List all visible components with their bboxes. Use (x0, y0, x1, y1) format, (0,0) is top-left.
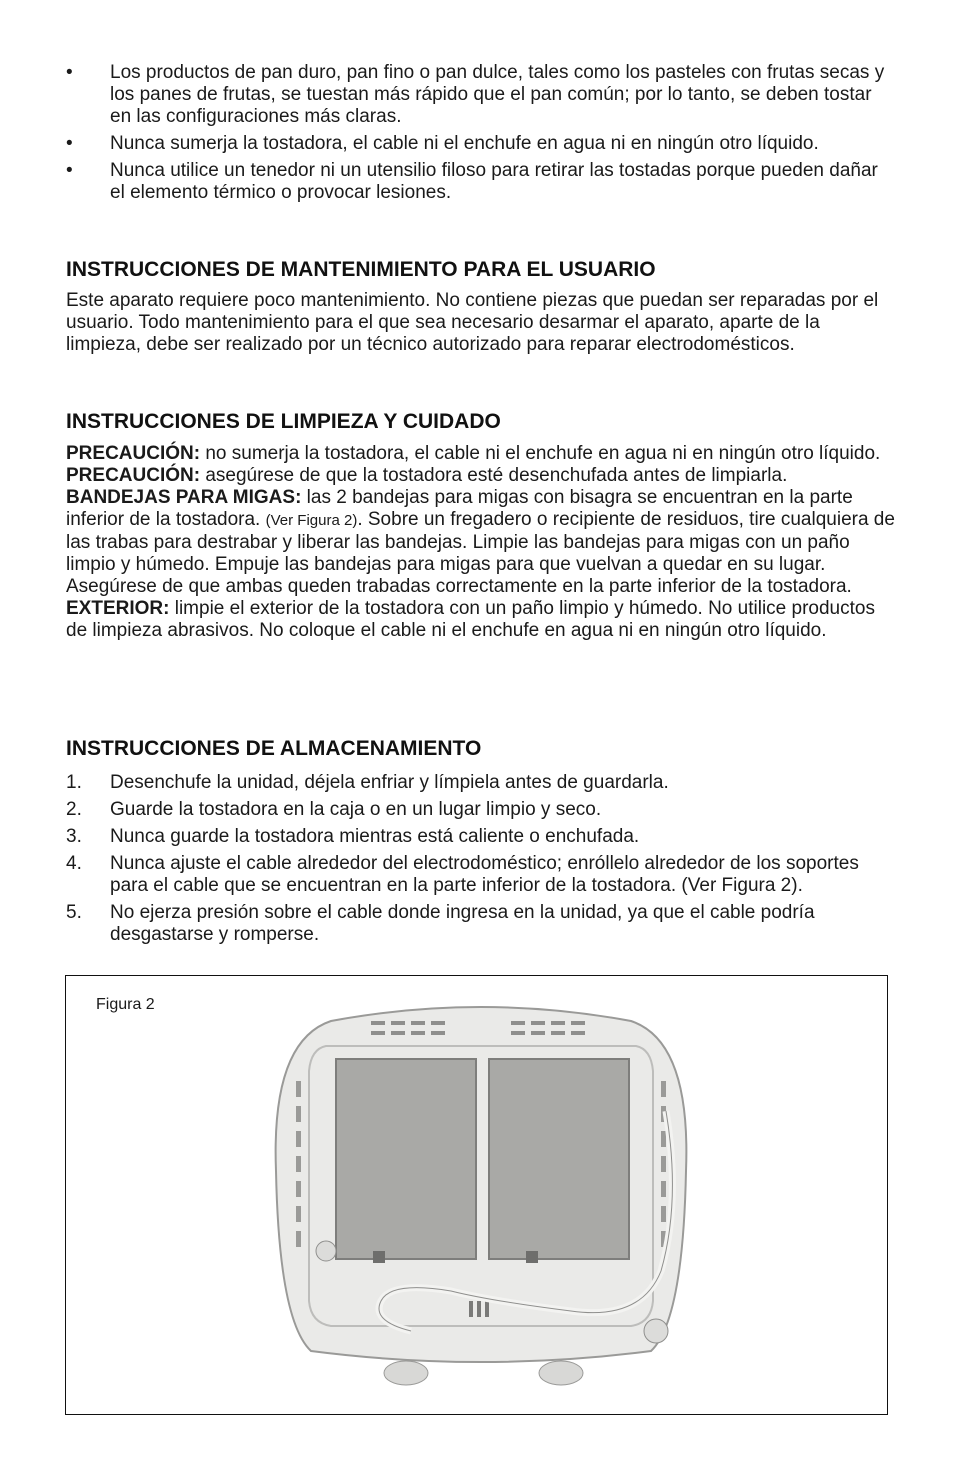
caution-label: PRECAUCIÓN: (66, 443, 201, 464)
bullet-item (66, 62, 896, 128)
toaster-foot (384, 1361, 428, 1385)
tips-bullet-list (66, 62, 896, 209)
tray-latch (526, 1251, 538, 1263)
cord-wrap-post (644, 1319, 668, 1343)
bullet-text: Los productos de pan duro, pan fino o pan dulce, tales como los pasteles con frutas secas y los panes de frutas, se tuestan más rápido que el pan común; por lo tanto, se deben tostar en las configuraciones más claras. (110, 62, 885, 127)
item-text: Nunca ajuste el cable alrededor del electrodoméstico; enróllelo alrededor de los soportes para el cable que se encuentran en la parte inferior de la tostadora. (Ver Figura 2). (110, 853, 859, 896)
cleaning-heading: INSTRUCCIONES DE LIMPIEZA Y CUIDADO (66, 410, 501, 433)
item-number: 2. (66, 799, 82, 820)
crumb-tray-right (489, 1059, 629, 1259)
bullet-text: Nunca sumerja la tostadora, el cable ni el enchufe en agua ni en ningún otro líquido. (110, 133, 819, 154)
maintenance-body: Este aparato requiere poco mantenimiento. No contiene piezas que puedan ser reparadas por el usuario. Todo mantenimiento para el que sea necesario desarmar el aparato, aparte de la limpieza, debe ser realizado por un técnico autorizado para reparar electrodomésticos. (66, 290, 879, 355)
list-item (66, 853, 896, 897)
bullet-mark: • (66, 133, 73, 154)
maintenance-heading: INSTRUCCIONES DE MANTENIMIENTO PARA EL USUARIO (66, 258, 656, 281)
toaster-foot (539, 1361, 583, 1385)
crumb-trays-label: BANDEJAS PARA MIGAS: (66, 487, 302, 508)
list-item (66, 826, 896, 848)
bottom-vents (469, 1301, 489, 1317)
bullet-text: Nunca utilice un tenedor ni un utensilio filoso para retirar las tostadas porque pueden dañar el elemento térmico o provocar lesiones. (110, 160, 878, 203)
item-number: 3. (66, 826, 82, 847)
exterior-text: limpie el exterior de la tostadora con un paño limpio y húmedo. No utilice productos de limpieza abrasivos. No coloque el cable ni el enchufe en agua ni en ningún otro líquido. (66, 598, 875, 641)
bullet-item (66, 160, 896, 204)
list-item (66, 902, 896, 946)
figure-caption: Figura 2 (96, 996, 155, 1013)
bullet-mark: • (66, 62, 73, 83)
figure-2-box (65, 975, 888, 1415)
toaster-bottom-illustration (271, 1001, 691, 1391)
list-item (66, 799, 896, 821)
bullet-mark: • (66, 160, 73, 181)
item-text: Desenchufe la unidad, déjela enfriar y límpiela antes de guardarla. (110, 772, 669, 793)
item-text: Nunca guarde la tostadora mientras está caliente o enchufada. (110, 826, 640, 847)
item-number: 4. (66, 853, 82, 874)
storage-heading: INSTRUCCIONES DE ALMACENAMIENTO (66, 737, 482, 760)
cord-wrap-post (316, 1241, 336, 1261)
bullet-item (66, 133, 896, 155)
crumb-tray-left (336, 1059, 476, 1259)
figure-reference: (Ver Figura 2) (265, 512, 358, 529)
crumb-trays-text-cont: . Sobre un fregadero o recipiente de residuos, tire cualquiera de las trabas para destrabar y liberar las bandejas. Limpie las bandejas para migas con un paño limpio y húmedo. Empuje las bandejas para migas para que vuelvan a quedar en su lugar. Asegúrese de que ambas queden trabadas correctamente en la parte inferior de la tostadora. (66, 509, 895, 597)
list-item (66, 772, 896, 794)
cleaning-body (66, 443, 896, 642)
item-number: 5. (66, 902, 82, 923)
item-text: No ejerza presión sobre el cable donde ingresa en la unidad, ya que el cable podría desgastarse y romperse. (110, 902, 815, 945)
tray-latch (373, 1251, 385, 1263)
crumb-trays-text: las 2 bandejas para migas con bisagra se encuentran en la parte inferior de la tostadora. (66, 487, 853, 530)
caution-text: asegúrese de que la tostadora esté desenchufada antes de limpiarla. (200, 465, 788, 486)
caution-text: no sumerja la tostadora, el cable ni el enchufe en agua ni en ningún otro líquido. (200, 443, 881, 464)
item-text: Guarde la tostadora en la caja o en un lugar limpio y seco. (110, 799, 602, 820)
exterior-label: EXTERIOR: (66, 598, 170, 619)
storage-numbered-list (66, 772, 896, 951)
item-number: 1. (66, 772, 82, 793)
caution-label: PRECAUCIÓN: (66, 465, 201, 486)
